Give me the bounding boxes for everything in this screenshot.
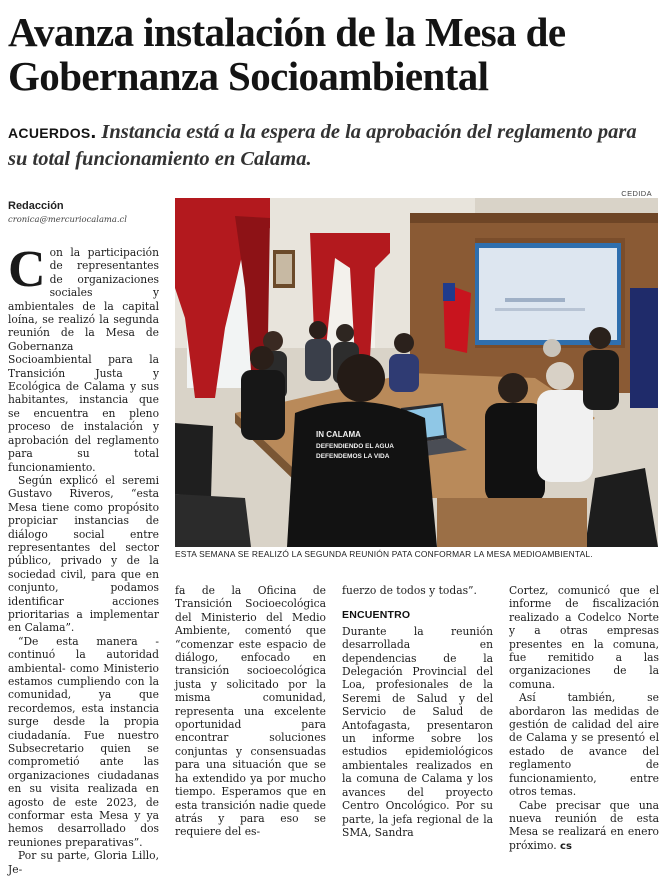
paragraph-8: Cortez, comunicó que el informe de fiscalización realizado a Codelco Norte y a otras empresas presentes en la comuna, fue remitido a las organizaciones de la comuna. xyxy=(509,584,659,691)
drop-cap: C xyxy=(8,241,46,298)
deck xyxy=(8,119,658,172)
headline: Avanza instalación de la Mesa de Gobernanza Socioambiental xyxy=(8,9,566,99)
shirt-text-3: DEFENDEMOS LA VIDA xyxy=(316,453,390,460)
paragraph-7: Durante la reunión desarrollada en dependencias de la Delegación Provincial del Loa, profesionales de la Seremi de Salud y del Servicio de Salud de Antofagasta, presentaron un informe sobre los estudios epidemiológicos ambientales realizados en la comuna de Calama y los avances del proyecto Centro Oncológico. Por su parte, la jefa regional de la SMA, Sandra xyxy=(342,624,493,839)
paragraph-10 xyxy=(509,799,659,854)
byline xyxy=(8,200,168,224)
column-2 xyxy=(175,584,326,839)
paragraph-10-text: Cabe precisar que una nueva reunión de esta Mesa se realizará en enero próximo. xyxy=(509,798,659,852)
paragraph-1 xyxy=(8,241,159,474)
paragraph-6: fuerzo de todos y todas”. xyxy=(342,584,477,597)
paragraph-4: Por su parte, Gloria Lillo, Je- xyxy=(8,849,159,876)
author-name: Redacción xyxy=(8,200,64,212)
shirt-text-1: IN CALAMA xyxy=(316,430,361,439)
column-4 xyxy=(509,584,659,853)
photo-caption: ESTA SEMANA SE REALIZÓ LA SEGUNDA REUNIÓN PATA CONFORMAR LA MESA MEDIOAMBIENTAL. xyxy=(175,549,593,559)
paragraph-3: “De esta manera -continuó la autoridad ambiental- como Ministerio estamos cumpliendo con la comunidad, ya que recordemos, esta instancia surge desde la propia ciudadanía. Fue nuestro Subsecretario quien se comprometió ante las organizaciones ciudadanas en su visita realizada en agosto de este 2023, de conformar esta Mesa y ya hemos desarrollado dos reuniones preparativas”. xyxy=(8,634,159,849)
kicker: ACUERDOS xyxy=(8,125,91,141)
photo-credit: CEDIDA xyxy=(621,189,652,198)
shirt-text-2: DEFENDIENDO EL AGUA xyxy=(316,443,395,450)
paragraph-2: Según explicó el seremi Gustavo Riveros, “esta Mesa tiene como propósito propiciar instancias de diálogo social entre representantes del sector público, privado y de la sociedad civil, para que en conjunto, podamos identificar acciones prioritarias a implementar en Calama”. xyxy=(8,473,159,635)
column-3 xyxy=(342,584,493,839)
paragraph-9: Así también, se abordaron las medidas de gestión de calidad del aire de Calama y se presentó el estado de avance del reglamento de funcionamiento, entre otros temas. xyxy=(509,691,659,799)
paragraph-5: fa de la Oficina de Transición Socioecológica del Ministerio del Medio Ambiente, comentó que “comenzar este espacio de diálogo, enfocado en transición socioecológica justa y solicitado por la misma comunidad, representa una excelente oportunidad para encontrar soluciones conjuntas y consensuadas para una situación que se ha extendido ya por mucho tiempo. Esperamos que en esta transición nadie quede atrás y para eso se requiere del es- xyxy=(175,584,326,839)
author-email[interactable]: cronica@mercuriocalama.cl xyxy=(8,214,127,224)
kicker-dot: . xyxy=(90,120,97,143)
subhead-encuentro: ENCUENTRO xyxy=(342,609,411,622)
meeting-photo xyxy=(175,198,658,547)
deck-text: Instancia está a la espera de la aprobación del reglamento para su total funcionamiento en Calama. xyxy=(8,121,637,170)
meeting-photo-illustration xyxy=(175,198,658,547)
end-mark-icon: cs xyxy=(560,840,572,852)
paragraph-1-text: on la participación de representantes de organizaciones sociales y ambientales de la capital loína, se realizó la segunda reunión de la Mesa de Gobernanza Socioambiental para la Transición Justa y Ecológica de Calama y sus habitantes, instancia que se encuentra en pleno proceso de instalación y aprobación del reglamento para su total funcionamiento. xyxy=(8,246,159,474)
column-1 xyxy=(8,241,159,876)
